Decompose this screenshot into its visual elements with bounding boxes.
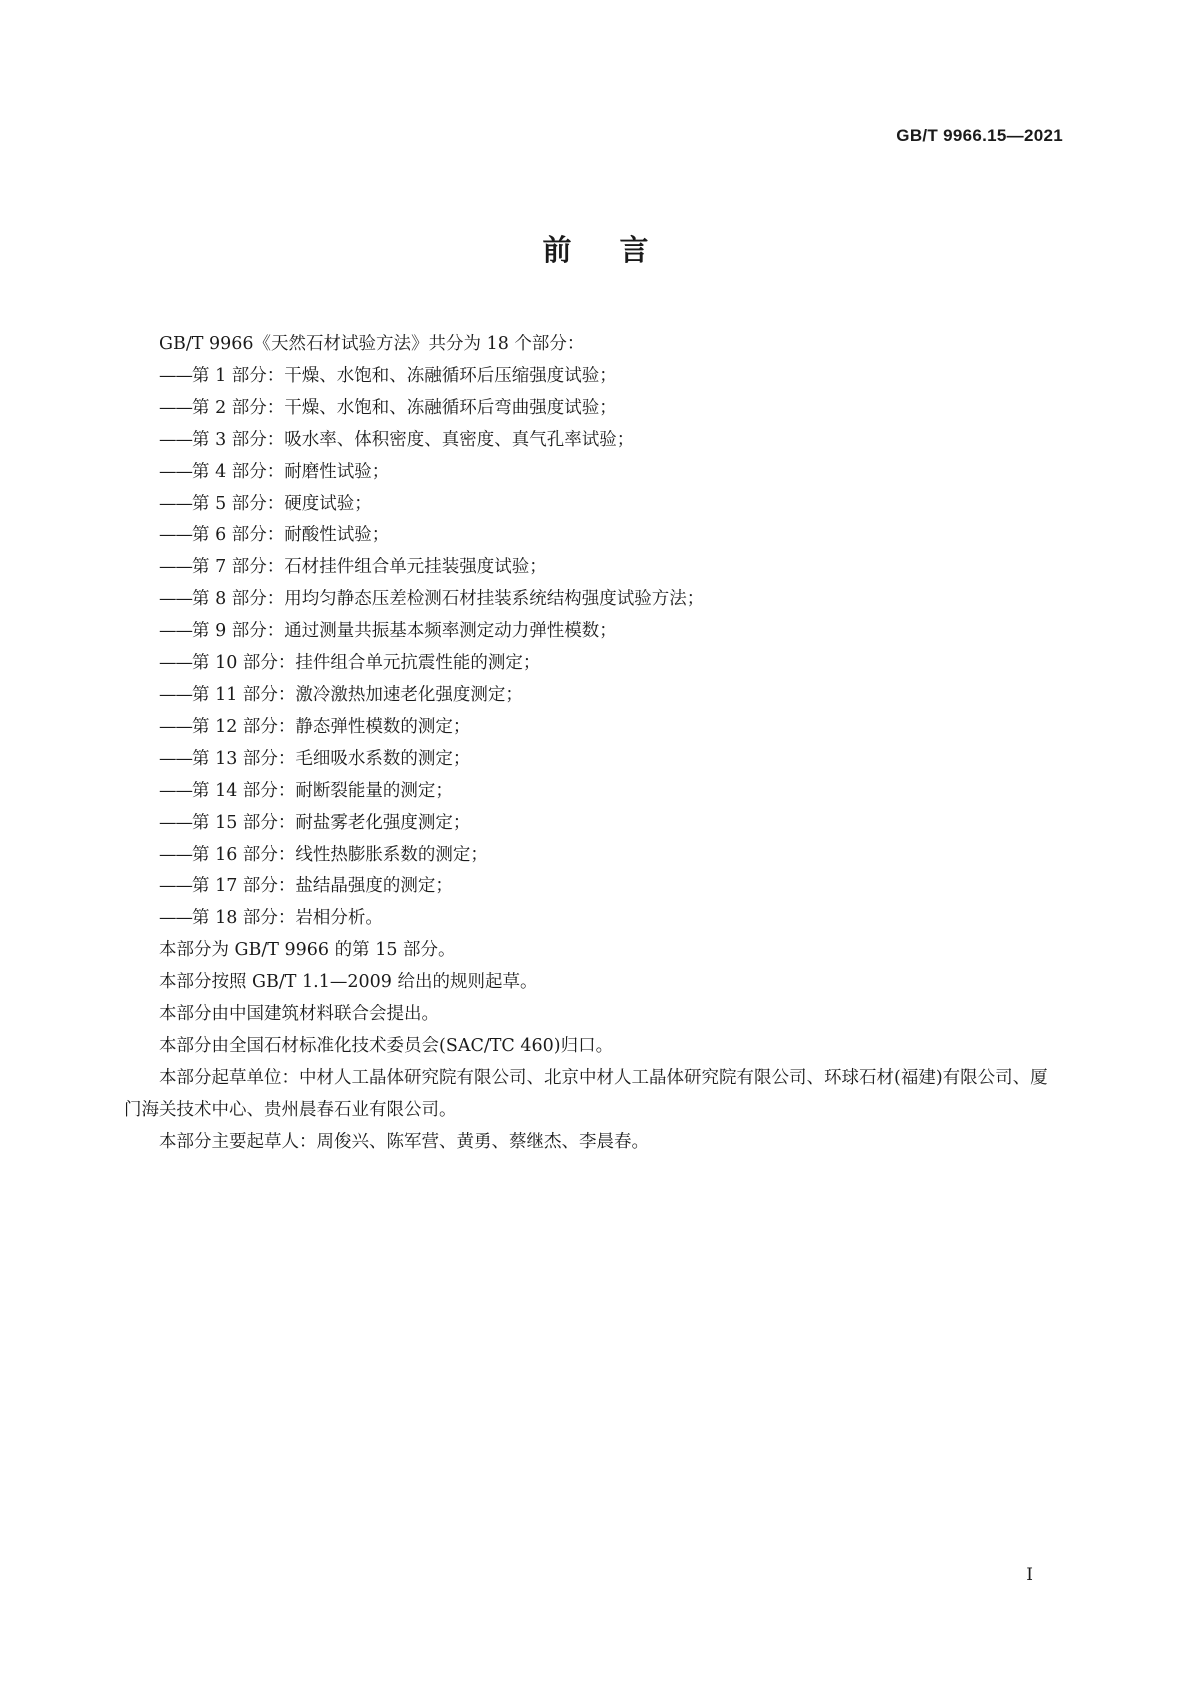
list-dash: —— [159, 716, 192, 737]
parts-list [124, 361, 1065, 935]
list-item [124, 648, 1065, 680]
list-item-text: 第 7 部分：石材挂件组合单元挂装强度试验； [192, 557, 547, 578]
list-item [124, 808, 1065, 840]
list-item-text: 第 2 部分：干燥、水饱和、冻融循环后弯曲强度试验； [192, 397, 617, 418]
list-dash: —— [159, 525, 192, 546]
list-dash: —— [159, 844, 192, 865]
list-item [124, 776, 1065, 808]
document-body [124, 329, 1065, 1159]
list-item [124, 425, 1065, 457]
list-item-text: 第 11 部分：激冷激热加速老化强度测定； [192, 684, 523, 705]
list-item [124, 840, 1065, 872]
list-item-text: 第 17 部分：盐结晶强度的测定； [192, 876, 453, 897]
list-dash: —— [159, 493, 192, 514]
list-item-text: 第 5 部分：硬度试验； [192, 493, 372, 514]
list-item-text: 第 12 部分：静态弹性模数的测定； [192, 716, 471, 737]
list-dash: —— [159, 653, 192, 674]
list-item-text: 第 9 部分：通过测量共振基本频率测定动力弹性模数； [192, 621, 617, 642]
list-item-text: 第 18 部分：岩相分析。 [192, 908, 383, 929]
list-item-text: 第 14 部分：耐断裂能量的测定； [192, 780, 453, 801]
list-item [124, 489, 1065, 521]
list-item [124, 584, 1065, 616]
list-item [124, 520, 1065, 552]
list-dash: —— [159, 748, 192, 769]
list-dash: —— [159, 397, 192, 418]
list-item [124, 744, 1065, 776]
list-item-text: 第 13 部分：毛细吸水系数的测定； [192, 748, 471, 769]
page-title: 前言 [542, 233, 697, 267]
list-item-text: 第 16 部分：线性热膨胀系数的测定； [192, 844, 488, 865]
list-item [124, 680, 1065, 712]
list-item [124, 871, 1065, 903]
list-item [124, 616, 1065, 648]
list-dash: —— [159, 557, 192, 578]
list-item-text: 第 15 部分：耐盐雾老化强度测定； [192, 812, 471, 833]
list-dash: —— [159, 461, 192, 482]
list-item-text: 第 10 部分：挂件组合单元抗震性能的测定； [192, 653, 541, 674]
list-dash: —— [159, 908, 192, 929]
list-item-text: 第 1 部分：干燥、水饱和、冻融循环后压缩强度试验； [192, 365, 617, 386]
list-item-text: 第 6 部分：耐酸性试验； [192, 525, 390, 546]
list-dash: —— [159, 589, 192, 610]
list-dash: —— [159, 621, 192, 642]
page-number: I [1026, 1565, 1033, 1585]
drafters: 本部分主要起草人：周俊兴、陈军营、黄勇、蔡继杰、李晨春。 [159, 1131, 649, 1152]
list-dash: —— [159, 780, 192, 801]
list-item [124, 712, 1065, 744]
list-item [124, 457, 1065, 489]
part-statement: 本部分为 GB/T 9966 的第 15 部分。 [159, 940, 456, 961]
list-dash: —— [159, 812, 192, 833]
list-item [124, 393, 1065, 425]
list-item-text: 第 4 部分：耐磨性试验； [192, 461, 390, 482]
list-item [124, 361, 1065, 393]
list-dash: —— [159, 429, 192, 450]
list-item [124, 552, 1065, 584]
proposer: 本部分由中国建筑材料联合会提出。 [159, 1004, 439, 1025]
technical-committee: 本部分由全国石材标准化技术委员会(SAC/TC 460)归口。 [159, 1035, 614, 1056]
list-item-text: 第 3 部分：吸水率、体积密度、真密度、真气孔率试验； [192, 429, 635, 450]
standard-number: GB/T 9966.15—2021 [896, 126, 1063, 145]
drafting-organizations: 本部分起草单位：中材人工晶体研究院有限公司、北京中材人工晶体研究院有限公司、环球石材(福建)有限公司、厦门海关技术中心、贵州晨春石业有限公司。 [124, 1067, 1048, 1120]
list-dash: —— [159, 365, 192, 386]
drafting-rules: 本部分按照 GB/T 1.1—2009 给出的规则起草。 [159, 972, 538, 993]
list-dash: —— [159, 684, 192, 705]
list-item-text: 第 8 部分：用均匀静态压差检测石材挂装系统结构强度试验方法； [192, 589, 705, 610]
intro-paragraph: GB/T 9966《天然石材试验方法》共分为 18 个部分： [159, 334, 585, 354]
list-dash: —— [159, 876, 192, 897]
list-item [124, 903, 1065, 935]
